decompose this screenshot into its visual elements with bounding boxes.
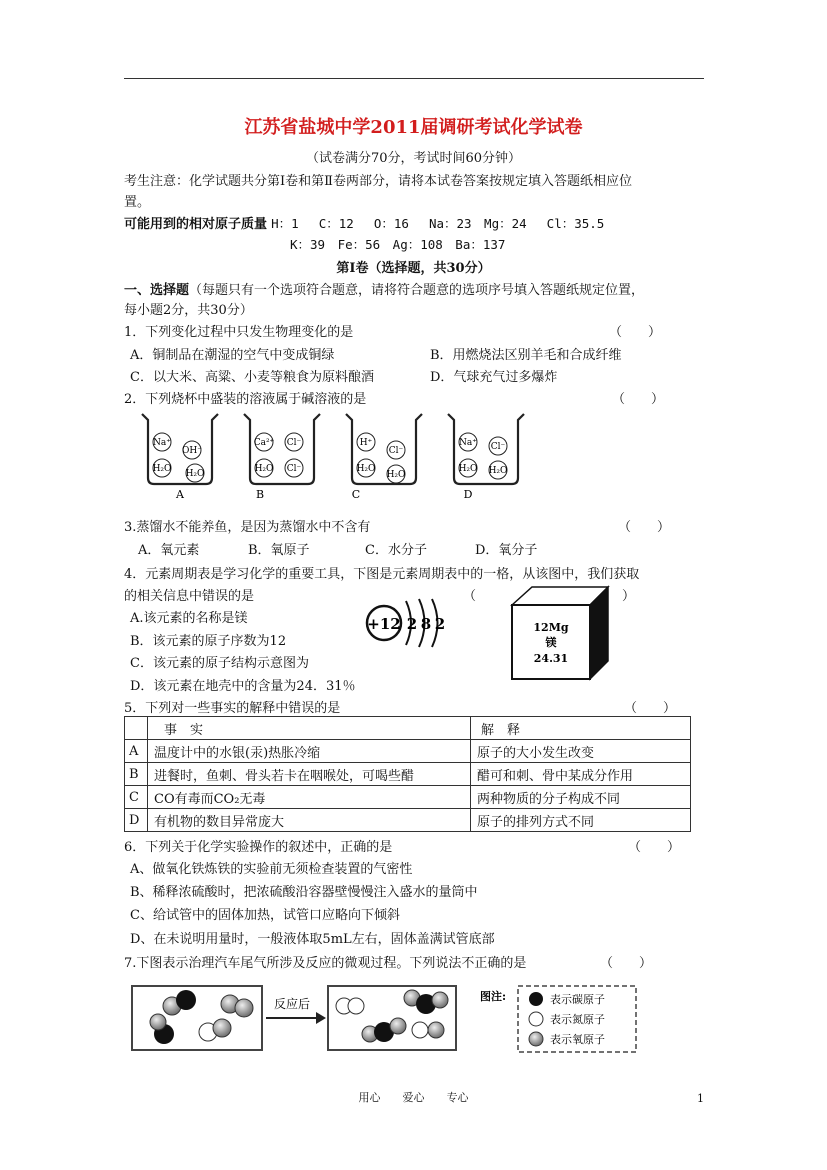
table-header-fact: 事 实	[148, 717, 471, 740]
row-fact: 有机物的数目异常庞大	[148, 809, 471, 832]
row-explain: 原子的排列方式不同	[471, 809, 691, 832]
q4-option-a: A.该元素的名称是镁	[130, 611, 248, 626]
q7-answer-blank: （ ）	[600, 956, 653, 971]
section1-intro-line2: 每小题2分，共30分）	[124, 303, 253, 318]
row-explain: 两种物质的分子构成不同	[471, 786, 691, 809]
beaker-c-label: C	[351, 488, 361, 501]
beaker-b-label: B	[255, 488, 265, 501]
beaker-a-ion2: OH⁻	[182, 446, 202, 456]
row-letter: B	[125, 763, 148, 786]
page-number: 1	[697, 1092, 704, 1105]
q3-option-a: A．氧元素	[138, 543, 200, 558]
atomic-mass-values1: H：1 C：12 O：16 Na：23 Mg：24 Cl：35.5	[271, 216, 605, 231]
row-fact: 温度计中的水银(汞)热胀冷缩	[148, 740, 471, 763]
row-fact: 进餐时，鱼刺、骨头若卡在咽喉处，可喝些醋	[148, 763, 471, 786]
atomic-structure-diagram	[360, 595, 460, 651]
q6-option-c: C、给试管中的固体加热，试管口应略向下倾斜	[130, 908, 400, 923]
beaker-b-ion1: Ca²⁺	[253, 438, 275, 448]
q3-option-d: D．氧分子	[475, 543, 538, 558]
q4-stem-line1: 4．元素周期表是学习化学的重要工具，下图是元素周期表中的一格，从该图中，我们获取	[124, 567, 640, 582]
q4-option-b: B．该元素的原子序数为12	[130, 634, 287, 649]
legend-carbon: 表示碳原子	[550, 993, 605, 1006]
q4-option-c: C．该元素的原子结构示意图为	[130, 656, 309, 671]
row-fact: CO有毒而CO₂无毒	[148, 786, 471, 809]
table-row	[125, 786, 691, 809]
shell-2-electrons: 8	[420, 615, 432, 633]
row-letter: A	[125, 740, 148, 763]
beaker-c-ion1: H⁺	[359, 438, 373, 448]
q5-table	[124, 716, 691, 832]
q3-option-c: C．水分子	[365, 543, 427, 558]
section1-heading: 第Ⅰ卷（选择题，共30分）	[336, 261, 491, 276]
beaker-d-ion2: Cl⁻	[490, 442, 506, 452]
section1-intro-bold: 一、选择题	[124, 283, 190, 298]
legend-oxygen: 表示氧原子	[550, 1033, 605, 1046]
legend-title: 图注:	[480, 990, 507, 1003]
header-rule	[124, 78, 704, 79]
beaker-b-ion2: Cl⁻	[286, 438, 302, 448]
q7-stem: 7.下图表示治理汽车尾气所涉及反应的微观过程。下列说法不正确的是	[124, 956, 527, 971]
section1-intro-text: （每题只有一个选项符合题意，请将符合题意的选项序号填入答题纸规定位置，	[189, 283, 645, 298]
beaker-c-ion2: Cl⁻	[388, 446, 404, 456]
section1-intro-line1	[124, 279, 644, 298]
carbon-swatch	[529, 992, 543, 1006]
nitrogen-swatch	[529, 1012, 543, 1026]
row-letter: D	[125, 809, 148, 832]
beaker-a-ion1: Na⁺	[153, 438, 171, 448]
oxygen-swatch	[529, 1032, 543, 1046]
q4-answer-paren-left: （	[463, 589, 477, 604]
cell-name: 镁	[545, 636, 557, 649]
beaker-a	[142, 414, 218, 501]
q3-option-b: B．氧原子	[248, 543, 310, 558]
atomic-mass-label: 可能用到的相对原子质量	[124, 217, 268, 232]
q1-option-c: C．以大米、高粱、小麦等粮食为原料酿酒	[130, 370, 374, 385]
table-row	[125, 740, 691, 763]
periodic-table-cell	[508, 583, 612, 681]
beaker-d-ion1: Na⁺	[459, 438, 477, 448]
row-explain: 原子的大小发生改变	[471, 740, 691, 763]
table-row	[125, 763, 691, 786]
beaker-d	[448, 414, 524, 501]
notice-line2: 置。	[124, 195, 151, 210]
beaker-c-ion4: H₂O	[386, 470, 406, 480]
q5-answer-blank: （ ）	[624, 701, 677, 716]
cell-symbol: 12Mg	[533, 621, 569, 634]
beaker-d-ion3: H₂O	[458, 464, 478, 474]
q3-stem: 3.蒸馏水不能养鱼，是因为蒸馏水中不含有	[124, 520, 371, 535]
row-letter: C	[125, 786, 148, 809]
q4-answer-paren-right: ）	[622, 589, 636, 604]
nucleus-charge: +12	[367, 615, 401, 633]
exam-subtitle: （试卷满分70分，考试时间60分钟）	[305, 151, 522, 166]
beaker-c-ion3: H₂O	[356, 464, 376, 474]
footer-motto: 用心 爱心 专心	[358, 1091, 469, 1104]
q1-answer-blank: （ ）	[609, 325, 662, 340]
q6-option-a: A、做氧化铁炼铁的实验前无须检查装置的气密性	[130, 862, 413, 877]
beaker-a-ion3: H₂O	[152, 464, 172, 474]
table-header-blank	[125, 717, 148, 740]
beakers-figure	[130, 410, 530, 502]
reaction-diagram	[130, 982, 640, 1056]
atomic-mass-values2: K：39 Fe：56 Ag：108 Ba：137	[290, 237, 506, 252]
q2-stem: 2．下列烧杯中盛装的溶液属于碱溶液的是	[124, 392, 367, 407]
q1-option-d: D．气球充气过多爆炸	[430, 370, 558, 385]
q1-stem: 1．下列变化过程中只发生物理变化的是	[124, 325, 354, 340]
q6-answer-blank: （ ）	[628, 840, 681, 855]
q6-stem: 6．下列关于化学实验操作的叙述中，正确的是	[124, 840, 393, 855]
beaker-b-ion4: Cl⁻	[286, 464, 302, 474]
shell-3-electrons: 2	[434, 615, 446, 633]
notice-line1: 考生注意：化学试题共分第Ⅰ卷和第Ⅱ卷两部分，请将本试卷答案按规定填入答题纸相应位	[124, 174, 632, 189]
q3-answer-blank: （ ）	[618, 520, 671, 535]
table-header-explain: 解 释	[471, 717, 691, 740]
table-row	[125, 809, 691, 832]
beaker-d-label: D	[463, 488, 473, 501]
beaker-a-ion4: H₂O	[185, 469, 205, 479]
atomic-mass-line1	[124, 213, 604, 232]
q1-option-b: B．用燃烧法区别羊毛和合成纤维	[430, 348, 622, 363]
table-header-row	[125, 717, 691, 740]
legend-nitrogen: 表示氮原子	[550, 1013, 605, 1026]
q1-option-a: A．铜制品在潮湿的空气中变成铜绿	[130, 348, 335, 363]
page-title: 江苏省盐城中学2011届调研考试化学试卷	[244, 117, 583, 138]
beaker-a-label: A	[176, 488, 184, 501]
beaker-b-ion3: H₂O	[254, 464, 274, 474]
beaker-d-ion4: H₂O	[488, 466, 508, 476]
row-explain: 醋可和刺、骨中某成分作用	[471, 763, 691, 786]
shell-1-electrons: 2	[406, 615, 418, 633]
q6-option-d: D、在未说明用量时，一般液体取5mL左右，固体盖满试管底部	[130, 932, 495, 947]
q5-stem: 5．下列对一些事实的解释中错误的是	[124, 701, 341, 716]
q6-option-b: B、稀释浓硫酸时，把浓硫酸沿容器壁慢慢注入盛水的量筒中	[130, 885, 478, 900]
q4-stem-line2: 的相关信息中错误的是	[124, 589, 255, 604]
q2-answer-blank: （ ）	[612, 392, 665, 407]
cell-mass: 24.31	[533, 652, 569, 665]
beaker-c	[346, 414, 422, 501]
arrow-label: 反应后	[273, 997, 311, 1011]
q4-option-d: D．该元素在地壳中的含量为24．31％	[130, 679, 356, 694]
beaker-b	[244, 414, 320, 501]
